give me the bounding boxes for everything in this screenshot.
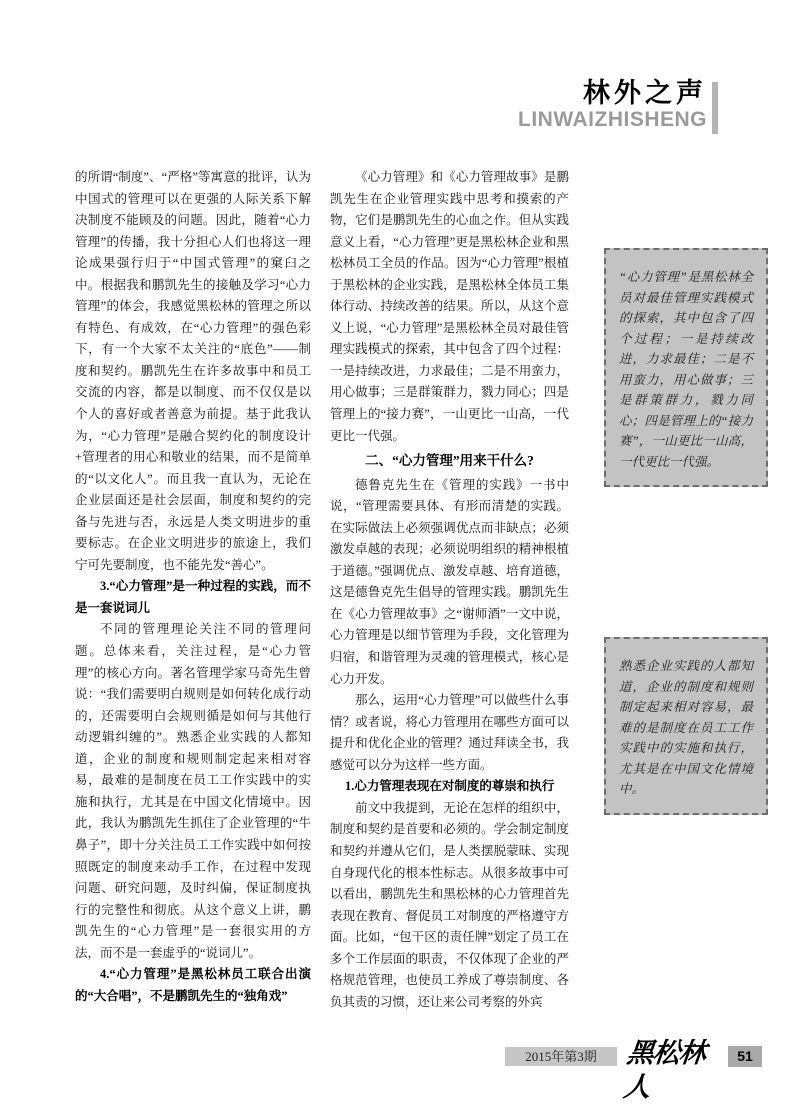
- heading-point-3: 3.“心力管理”是一种过程的实践，而不是一套说词儿: [75, 579, 311, 615]
- page-header: [518, 78, 707, 132]
- footer-issue-bar: 2015年第3期: [505, 1047, 617, 1066]
- text-column-2: [330, 167, 569, 1013]
- section-heading-2: 二、“心力管理”用来干什么?: [365, 453, 534, 469]
- pullquote-text: “心力管理”是黑松林全员对最佳管理实践模式的探索，其中包含了四个过程；一是持续改进，力求最佳；二是不用蛮力，用心做事；三是群策群力，戮力同心；四是管理上的“接力赛”，一山更比一山高，一代更比一代强。: [619, 270, 753, 469]
- body-paragraph: 德鲁克先生在《管理的实践》一书中说，“管理需要具体、有形而清楚的实践。在实际做法上必须强调优点而非缺点；必须激发卓越的表现；必须说明组织的精神根植于道德。”强调优点、激发卓越、培育道德，这是德鲁克先生倡导的管理实践。鹏凯先生在《心力管理故事》之“谢师酒”一文中说，心力管理是以细节管理为手段，文化管理为归宿，和谐管理为灵魂的管理模式，核心是心力开发。: [330, 477, 569, 686]
- text-column-1: [75, 167, 311, 1007]
- body-paragraph: 的所谓“制度”、“严格”等寓意的批评，认为中国式的管理可以在更强的人际关系下解决制度不能顾及的问题。因此，随着“心力管理”的传播，我十分担心人们也将这一理论成果强行归于“中国式管理”的窠臼之中。根据我和鹏凯先生的接触及学习“心力管理”的体会，我感觉黑松林的管理之所以有特色、有成效，在“心力管理”的强色彩下，有一个大家不太关注的“底色”——制度和契约。鹏凯先生在许多故事中和员工交流的内容，都是以制度、而不仅仅是以个人的喜好或者善意为前提。基于此我认为，“心力管理”是融合契约化的制度设计+管理者的用心和敬业的结果，而不是简单的“以文化人”。而且我一直认为，无论在企业层面还是社会层面，制度和契约的完备与先进与否，永远是人类文明进步的重要标志。在企业文明进步的旅途上，我们宁可先要制度，也不能先发“善心”。: [75, 170, 311, 572]
- body-paragraph: 那么，运用“心力管理”可以做些什么事情？或者说，将心力管理用在哪些方面可以提升和优化企业的管理？通过拜读全书，我感觉可以分为这样一些方面。: [330, 693, 569, 772]
- body-paragraph: 前文中我提到，无论在怎样的组织中，制度和契约是首要和必须的。学会制定制度和契约并遵从它们，是人类摆脱蒙昧、实现自身现代化的根本性标志。从很多故事中可以看出，鹏凯先生和黑松林的心力管理首先表现在教育、督促员工对制度的严格遵守方面。比如，“包干区的责任牌”划定了员工在多个工作层面的职责，不仅体现了企业的严格规范管理，也使员工养成了尊崇制度、各负其责的习惯，还让来公司考察的外宾: [330, 800, 569, 1009]
- pullquote-box-2: [604, 637, 768, 815]
- header-divider-bar: [712, 82, 718, 134]
- sub-heading-1: 1.心力管理表现在对制度的尊崇和执行: [345, 779, 555, 794]
- pullquote-box-1: [604, 248, 768, 487]
- section-title: 林外之声: [583, 78, 707, 108]
- magazine-logo: 黑松林人: [621, 1038, 707, 1102]
- section-title-pinyin: LINWAIZHISHENG: [518, 108, 707, 131]
- page-number-badge: 51: [728, 1046, 762, 1067]
- body-paragraph: 《心力管理》和《心力管理故事》是鹏凯先生在企业管理实践中思考和摸索的产物，它们是鹏凯先生的心血之作。但从实践意义上看，“心力管理”更是黑松林企业和黑松林员工全员的作品。因为“心力管理”根植于黑松林的企业实践，是黑松林全体员工集体行动、持续改善的结果。所以，从这个意义上说，“心力管理”是黑松林全员对最佳管理实践模式的探索，其中包含了四个过程：一是持续改进，力求最佳；二是不用蛮力，用心做事；三是群策群力，戮力同心；四是管理上的“接力赛”，一山更比一山高，一代更比一代强。: [330, 170, 569, 443]
- body-paragraph: 不同的管理理论关注不同的管理问题。总体来看，关注过程，是“心力管理”的核心方向。著名管理学家马奇先生曾说：“我们需要明白规则是如何转化成行动的，还需要明白会规则循是如何与其他行动逻辑纠缠的”。熟悉企业实践的人都知道，企业的制度和规则制定起来相对容易，最难的是制度在员工工作实践中的实施和执行，尤其是在中国文化情境中。因此，我认为鹏凯先生抓住了企业管理的“牛鼻子”，即十分关注员工工作实践中如何按照既定的制度来动手工作，在过程中发现问题、研究问题，及时纠偏，保证制度执行的完整性和彻底。从这个意义上讲，鹏凯先生的“心力管理”是一套很实用的方法，而不是一套虚乎的“说词儿”。: [75, 622, 311, 960]
- heading-point-4: 4.“心力管理”是黑松林员工联合出演的“大合唱”，不是鹏凯先生的“独角戏”: [75, 967, 311, 1003]
- pullquote-text: 熟悉企业实践的人都知道，企业的制度和规则制定起来相对容易，最难的是制度在员工工作实践中的实施和执行，尤其是在中国文化情境中。: [619, 659, 753, 796]
